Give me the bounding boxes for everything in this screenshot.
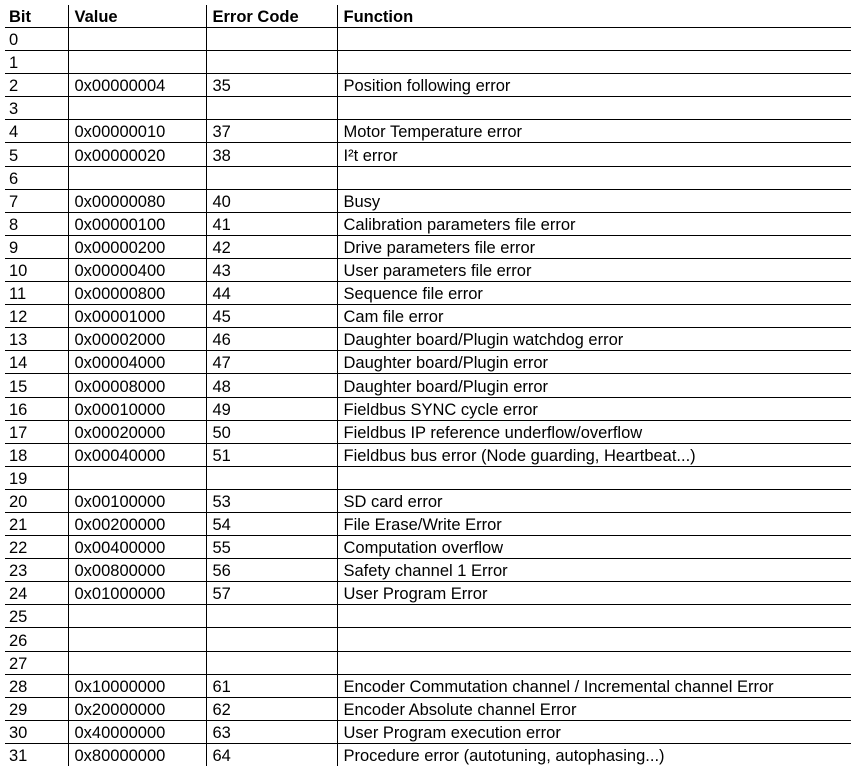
cell-error-code: 61 bbox=[206, 674, 337, 697]
cell-function: User parameters file error bbox=[337, 258, 851, 281]
cell-function: Fieldbus bus error (Node guarding, Heartbeat...) bbox=[337, 443, 851, 466]
cell-error-code: 45 bbox=[206, 305, 337, 328]
table-row bbox=[5, 97, 851, 120]
cell-function: Daughter board/Plugin watchdog error bbox=[337, 328, 851, 351]
table-row bbox=[5, 328, 851, 351]
cell-value: 0x00001000 bbox=[68, 305, 206, 328]
table-header bbox=[5, 5, 851, 28]
cell-error-code: 42 bbox=[206, 235, 337, 258]
table-row bbox=[5, 674, 851, 697]
header-value: Value bbox=[68, 5, 206, 28]
cell-value bbox=[68, 651, 206, 674]
table-row bbox=[5, 143, 851, 166]
cell-bit: 12 bbox=[5, 305, 68, 328]
table-row bbox=[5, 51, 851, 74]
error-code-table-container bbox=[5, 5, 851, 766]
cell-function bbox=[337, 97, 851, 120]
table-row bbox=[5, 582, 851, 605]
cell-error-code: 35 bbox=[206, 74, 337, 97]
table-row bbox=[5, 536, 851, 559]
error-code-table bbox=[5, 5, 851, 766]
cell-value: 0x00800000 bbox=[68, 559, 206, 582]
cell-value bbox=[68, 51, 206, 74]
table-row bbox=[5, 559, 851, 582]
cell-bit: 7 bbox=[5, 189, 68, 212]
cell-bit: 2 bbox=[5, 74, 68, 97]
cell-function: Daughter board/Plugin error bbox=[337, 351, 851, 374]
cell-function: Cam file error bbox=[337, 305, 851, 328]
table-row bbox=[5, 466, 851, 489]
table-row bbox=[5, 443, 851, 466]
cell-error-code bbox=[206, 51, 337, 74]
cell-function bbox=[337, 51, 851, 74]
cell-value: 0x00200000 bbox=[68, 512, 206, 535]
table-row bbox=[5, 720, 851, 743]
cell-value: 0x00000200 bbox=[68, 235, 206, 258]
cell-error-code bbox=[206, 605, 337, 628]
cell-function: Fieldbus SYNC cycle error bbox=[337, 397, 851, 420]
cell-bit: 11 bbox=[5, 282, 68, 305]
cell-error-code bbox=[206, 97, 337, 120]
cell-function bbox=[337, 651, 851, 674]
cell-error-code: 62 bbox=[206, 697, 337, 720]
cell-bit: 23 bbox=[5, 559, 68, 582]
cell-error-code: 50 bbox=[206, 420, 337, 443]
cell-function bbox=[337, 166, 851, 189]
cell-error-code: 51 bbox=[206, 443, 337, 466]
cell-function: I²t error bbox=[337, 143, 851, 166]
cell-error-code: 44 bbox=[206, 282, 337, 305]
cell-function bbox=[337, 466, 851, 489]
cell-value: 0x10000000 bbox=[68, 674, 206, 697]
cell-value: 0x00008000 bbox=[68, 374, 206, 397]
cell-bit: 5 bbox=[5, 143, 68, 166]
table-row bbox=[5, 489, 851, 512]
cell-bit: 13 bbox=[5, 328, 68, 351]
cell-value: 0x40000000 bbox=[68, 720, 206, 743]
cell-value: 0x00000400 bbox=[68, 258, 206, 281]
cell-bit: 16 bbox=[5, 397, 68, 420]
table-row bbox=[5, 28, 851, 51]
cell-function: Encoder Absolute channel Error bbox=[337, 697, 851, 720]
cell-bit: 31 bbox=[5, 743, 68, 766]
cell-error-code: 53 bbox=[206, 489, 337, 512]
table-row bbox=[5, 235, 851, 258]
cell-bit: 1 bbox=[5, 51, 68, 74]
cell-bit: 21 bbox=[5, 512, 68, 535]
table-row bbox=[5, 351, 851, 374]
cell-bit: 6 bbox=[5, 166, 68, 189]
table-row bbox=[5, 212, 851, 235]
cell-error-code: 46 bbox=[206, 328, 337, 351]
cell-bit: 27 bbox=[5, 651, 68, 674]
table-row bbox=[5, 282, 851, 305]
cell-error-code: 55 bbox=[206, 536, 337, 559]
table-row bbox=[5, 512, 851, 535]
cell-error-code: 43 bbox=[206, 258, 337, 281]
cell-bit: 0 bbox=[5, 28, 68, 51]
cell-function: File Erase/Write Error bbox=[337, 512, 851, 535]
cell-value: 0x00000020 bbox=[68, 143, 206, 166]
cell-function: Calibration parameters file error bbox=[337, 212, 851, 235]
cell-bit: 14 bbox=[5, 351, 68, 374]
table-body bbox=[5, 28, 851, 766]
table-row bbox=[5, 166, 851, 189]
cell-error-code: 57 bbox=[206, 582, 337, 605]
cell-value: 0x00020000 bbox=[68, 420, 206, 443]
cell-error-code bbox=[206, 628, 337, 651]
cell-error-code: 37 bbox=[206, 120, 337, 143]
cell-function: Position following error bbox=[337, 74, 851, 97]
cell-function: Fieldbus IP reference underflow/overflow bbox=[337, 420, 851, 443]
table-row bbox=[5, 743, 851, 766]
cell-bit: 30 bbox=[5, 720, 68, 743]
cell-function: Motor Temperature error bbox=[337, 120, 851, 143]
cell-value: 0x00002000 bbox=[68, 328, 206, 351]
cell-bit: 24 bbox=[5, 582, 68, 605]
cell-value: 0x00000100 bbox=[68, 212, 206, 235]
cell-value: 0x00000080 bbox=[68, 189, 206, 212]
table-row bbox=[5, 305, 851, 328]
cell-function: SD card error bbox=[337, 489, 851, 512]
cell-value bbox=[68, 628, 206, 651]
header-error-code: Error Code bbox=[206, 5, 337, 28]
cell-function: Procedure error (autotuning, autophasing...) bbox=[337, 743, 851, 766]
cell-bit: 25 bbox=[5, 605, 68, 628]
table-row bbox=[5, 651, 851, 674]
cell-error-code: 47 bbox=[206, 351, 337, 374]
cell-value: 0x00400000 bbox=[68, 536, 206, 559]
cell-value: 0x00010000 bbox=[68, 397, 206, 420]
table-row bbox=[5, 74, 851, 97]
cell-error-code bbox=[206, 651, 337, 674]
cell-bit: 20 bbox=[5, 489, 68, 512]
cell-value: 0x80000000 bbox=[68, 743, 206, 766]
header-bit: Bit bbox=[5, 5, 68, 28]
table-row bbox=[5, 697, 851, 720]
cell-function bbox=[337, 28, 851, 51]
cell-function: Daughter board/Plugin error bbox=[337, 374, 851, 397]
header-row bbox=[5, 5, 851, 28]
cell-function bbox=[337, 605, 851, 628]
table-row bbox=[5, 258, 851, 281]
cell-value bbox=[68, 97, 206, 120]
cell-value: 0x01000000 bbox=[68, 582, 206, 605]
cell-bit: 9 bbox=[5, 235, 68, 258]
cell-bit: 15 bbox=[5, 374, 68, 397]
table-row bbox=[5, 605, 851, 628]
cell-error-code: 64 bbox=[206, 743, 337, 766]
cell-function: Computation overflow bbox=[337, 536, 851, 559]
cell-value bbox=[68, 466, 206, 489]
cell-error-code bbox=[206, 466, 337, 489]
cell-function bbox=[337, 628, 851, 651]
cell-value: 0x00000004 bbox=[68, 74, 206, 97]
table-row bbox=[5, 397, 851, 420]
cell-function: User Program execution error bbox=[337, 720, 851, 743]
header-function: Function bbox=[337, 5, 851, 28]
cell-value: 0x00000800 bbox=[68, 282, 206, 305]
cell-function: Drive parameters file error bbox=[337, 235, 851, 258]
cell-value: 0x00000010 bbox=[68, 120, 206, 143]
table-row bbox=[5, 189, 851, 212]
cell-value: 0x20000000 bbox=[68, 697, 206, 720]
cell-error-code: 41 bbox=[206, 212, 337, 235]
cell-value: 0x00100000 bbox=[68, 489, 206, 512]
cell-error-code: 48 bbox=[206, 374, 337, 397]
cell-function: Safety channel 1 Error bbox=[337, 559, 851, 582]
cell-value: 0x00040000 bbox=[68, 443, 206, 466]
table-row bbox=[5, 120, 851, 143]
cell-error-code: 56 bbox=[206, 559, 337, 582]
cell-value: 0x00004000 bbox=[68, 351, 206, 374]
cell-error-code: 38 bbox=[206, 143, 337, 166]
cell-bit: 4 bbox=[5, 120, 68, 143]
cell-function: Sequence file error bbox=[337, 282, 851, 305]
cell-function: User Program Error bbox=[337, 582, 851, 605]
cell-bit: 10 bbox=[5, 258, 68, 281]
cell-bit: 8 bbox=[5, 212, 68, 235]
cell-bit: 17 bbox=[5, 420, 68, 443]
cell-bit: 3 bbox=[5, 97, 68, 120]
cell-bit: 29 bbox=[5, 697, 68, 720]
table-row bbox=[5, 628, 851, 651]
cell-error-code bbox=[206, 166, 337, 189]
cell-bit: 22 bbox=[5, 536, 68, 559]
cell-error-code: 49 bbox=[206, 397, 337, 420]
cell-bit: 28 bbox=[5, 674, 68, 697]
cell-bit: 18 bbox=[5, 443, 68, 466]
cell-function: Busy bbox=[337, 189, 851, 212]
cell-bit: 26 bbox=[5, 628, 68, 651]
cell-error-code: 40 bbox=[206, 189, 337, 212]
cell-error-code: 63 bbox=[206, 720, 337, 743]
cell-bit: 19 bbox=[5, 466, 68, 489]
cell-value bbox=[68, 28, 206, 51]
cell-value bbox=[68, 166, 206, 189]
cell-error-code: 54 bbox=[206, 512, 337, 535]
cell-value bbox=[68, 605, 206, 628]
table-row bbox=[5, 420, 851, 443]
cell-error-code bbox=[206, 28, 337, 51]
cell-function: Encoder Commutation channel / Incremental channel Error bbox=[337, 674, 851, 697]
table-row bbox=[5, 374, 851, 397]
